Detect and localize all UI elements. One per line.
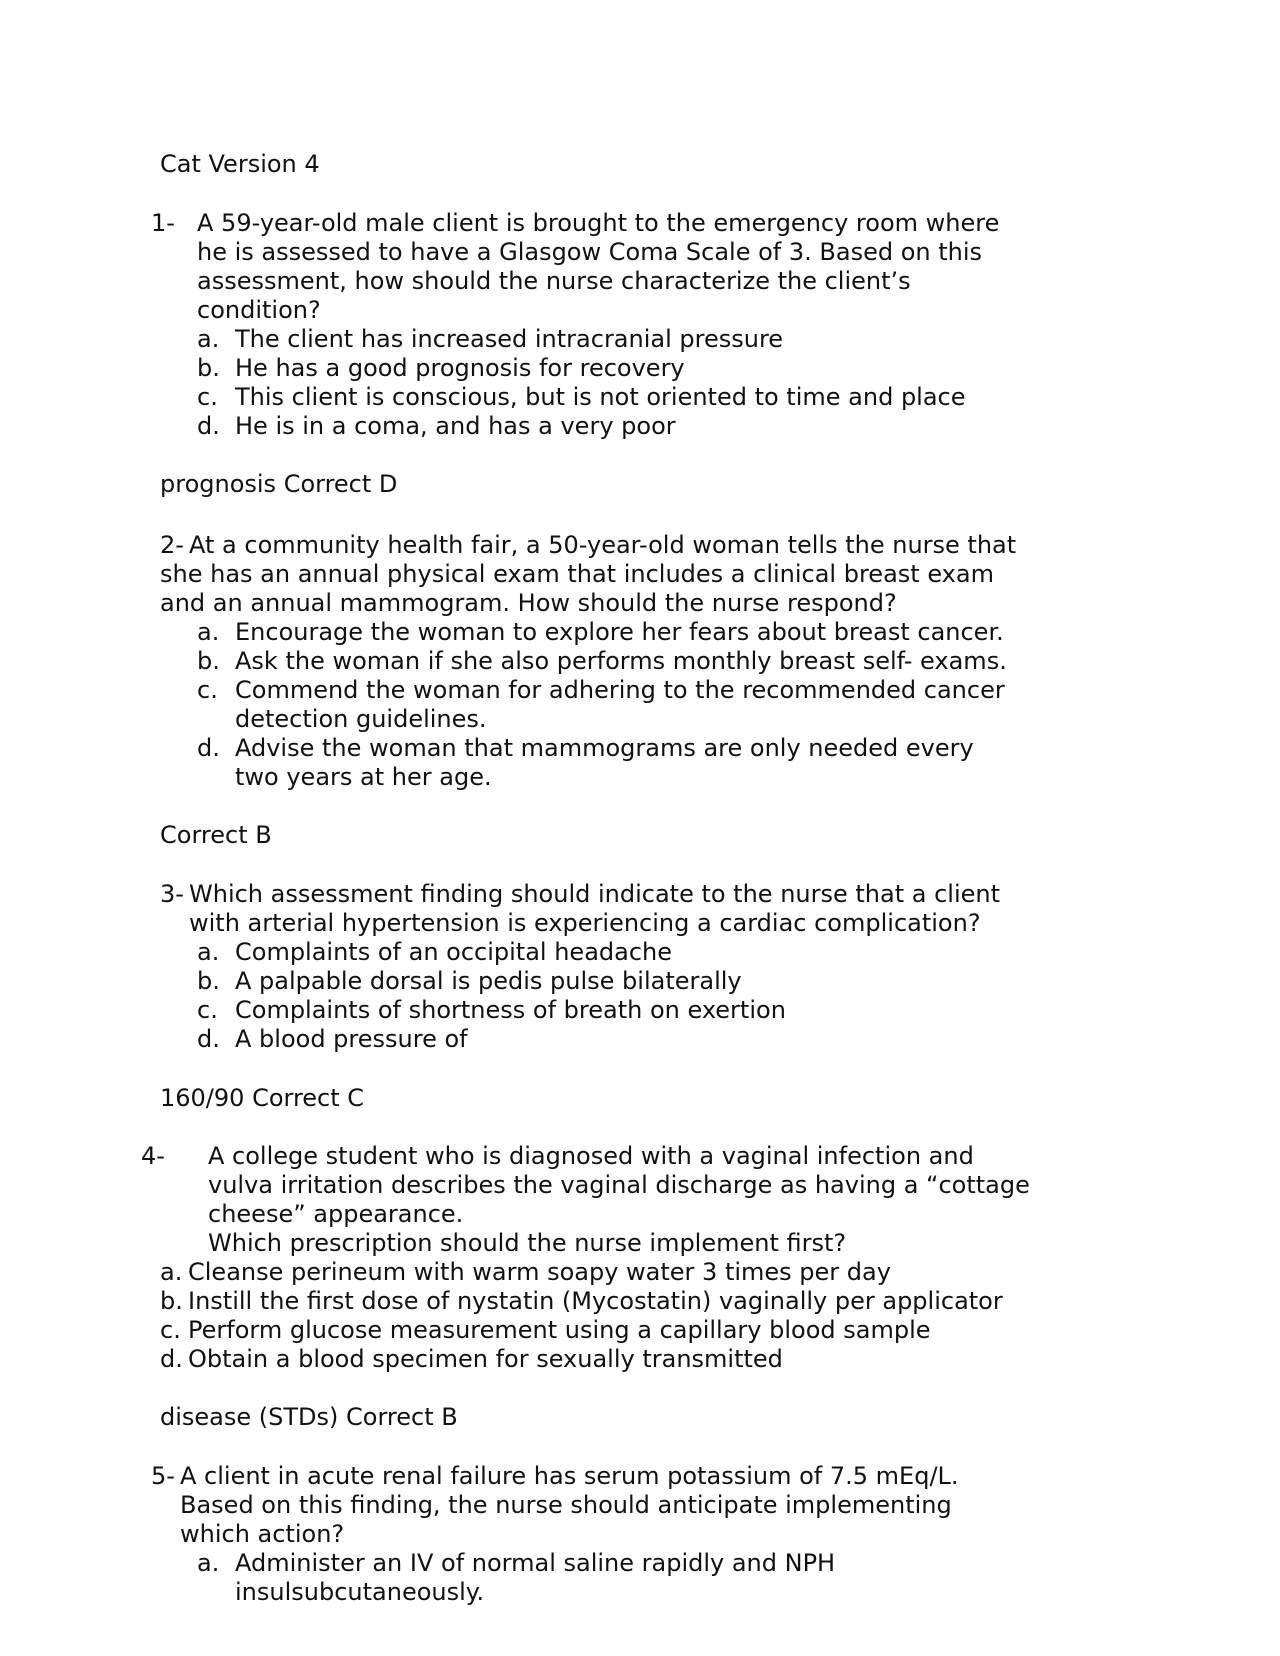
question-stem-line: A college student who is diagnosed with a vaginal infection and <box>208 1142 974 1170</box>
option-letter: a. <box>197 1549 220 1577</box>
option-letter: b. <box>197 647 220 675</box>
question-stem-line: vulva irritation describes the vaginal discharge as having a “cottage <box>208 1171 1030 1199</box>
option-text: Complaints of shortness of breath on exertion <box>235 996 786 1024</box>
question-stem-line: A client in acute renal failure has serum potassium of 7.5 mEq/L. <box>180 1462 959 1490</box>
option-text-continued: insulsubcutaneously. <box>235 1578 485 1606</box>
option-letter: a. <box>197 938 220 966</box>
question-number: 2- <box>160 531 184 559</box>
question-number: 3- <box>160 880 184 908</box>
option-letter: b. <box>197 354 220 382</box>
question-stem-line: At a community health fair, a 50-year-old woman tells the nurse that <box>189 531 1017 559</box>
option-text: Perform glucose measurement using a capillary blood sample <box>188 1316 931 1344</box>
answer-text: Correct B <box>160 821 272 849</box>
option-text: This client is conscious, but is not oriented to time and place <box>235 383 966 411</box>
option-letter: b. <box>160 1287 183 1315</box>
option-text: Instill the first dose of nystatin (Mycostatin) vaginally per applicator <box>188 1287 1003 1315</box>
option-letter: d. <box>160 1345 183 1373</box>
option-text: Complaints of an occipital headache <box>235 938 673 966</box>
question-stem-line: he is assessed to have a Glasgow Coma Scale of 3. Based on this <box>197 238 983 266</box>
option-letter: c. <box>197 383 218 411</box>
question-stem-line: Based on this finding, the nurse should anticipate implementing <box>180 1491 952 1519</box>
option-letter: a. <box>197 325 220 353</box>
answer-text: disease (STDs) Correct B <box>160 1403 458 1431</box>
option-text-continued: two years at her age. <box>235 763 492 791</box>
question-stem-line: and an annual mammogram. How should the nurse respond? <box>160 589 897 617</box>
question-stem-line: Which prescription should the nurse implement first? <box>208 1229 847 1257</box>
option-text: Administer an IV of normal saline rapidly and NPH <box>235 1549 836 1577</box>
option-text: A palpable dorsal is pedis pulse bilaterally <box>235 967 742 995</box>
option-letter: a. <box>160 1258 183 1286</box>
question-stem-line: with arterial hypertension is experiencing a cardiac complication? <box>189 909 981 937</box>
option-text: He is in a coma, and has a very poor <box>235 412 676 440</box>
answer-text: prognosis Correct D <box>160 470 398 498</box>
question-stem-line: which action? <box>180 1520 345 1548</box>
option-text: Commend the woman for adhering to the recommended cancer <box>235 676 1005 704</box>
option-text: Obtain a blood specimen for sexually transmitted <box>188 1345 783 1373</box>
question-number: 1- <box>151 209 175 237</box>
option-letter: c. <box>160 1316 181 1344</box>
option-letter: d. <box>197 412 220 440</box>
question-number: 4- <box>141 1142 165 1170</box>
option-text: The client has increased intracranial pressure <box>235 325 784 353</box>
question-number: 5- <box>151 1462 175 1490</box>
question-stem-line: Which assessment finding should indicate to the nurse that a client <box>189 880 1001 908</box>
option-letter: c. <box>197 676 218 704</box>
question-stem-line: cheese” appearance. <box>208 1200 464 1228</box>
option-text: He has a good prognosis for recovery <box>235 354 685 382</box>
question-stem-line: she has an annual physical exam that includes a clinical breast exam <box>160 560 994 588</box>
option-text: Encourage the woman to explore her fears about breast cancer. <box>235 618 1004 646</box>
question-stem-line: condition? <box>197 296 321 324</box>
answer-text: 160/90 Correct C <box>160 1084 365 1112</box>
option-text: Cleanse perineum with warm soapy water 3 times per day <box>188 1258 891 1286</box>
option-letter: d. <box>197 1025 220 1053</box>
option-text: Advise the woman that mammograms are only needed every <box>235 734 974 762</box>
option-letter: b. <box>197 967 220 995</box>
document-title: Cat Version 4 <box>160 150 320 178</box>
option-text: A blood pressure of <box>235 1025 468 1053</box>
option-letter: a. <box>197 618 220 646</box>
option-letter: c. <box>197 996 218 1024</box>
option-letter: d. <box>197 734 220 762</box>
question-stem-line: assessment, how should the nurse characterize the client’s <box>197 267 911 295</box>
option-text-continued: detection guidelines. <box>235 705 487 733</box>
question-stem-line: A 59-year-old male client is brought to the emergency room where <box>197 209 1000 237</box>
option-text: Ask the woman if she also performs monthly breast self- exams. <box>235 647 1007 675</box>
